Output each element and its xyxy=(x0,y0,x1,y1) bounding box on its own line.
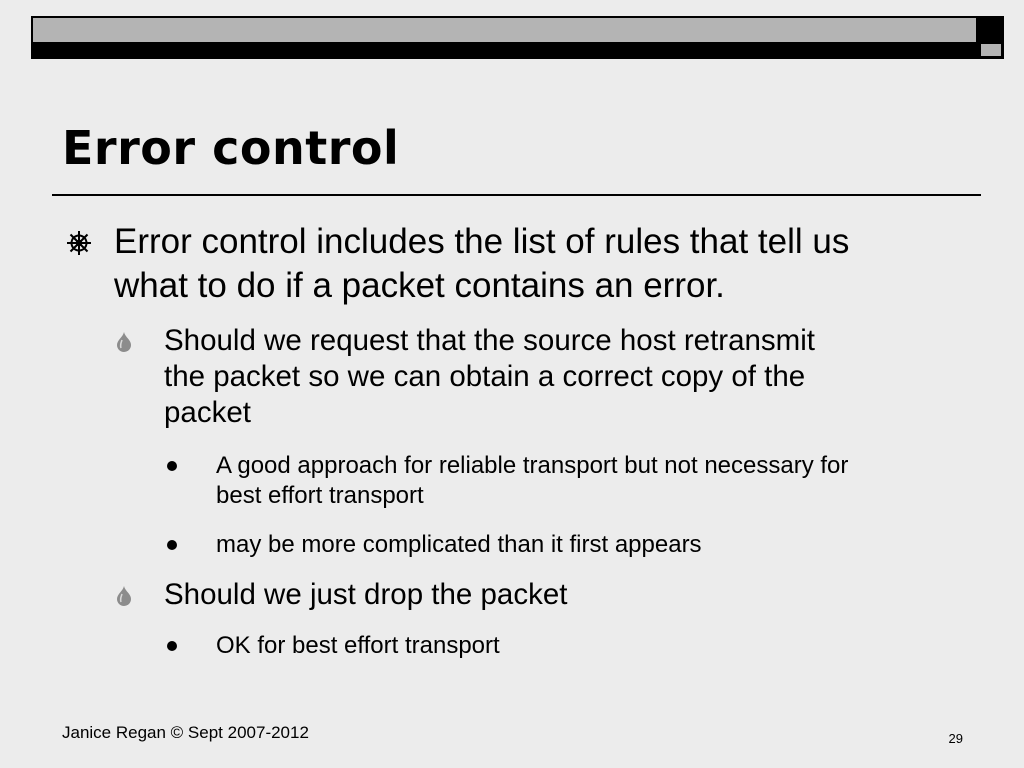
title-divider xyxy=(52,194,981,196)
bullet-sub-1a-line: best effort transport xyxy=(216,482,424,509)
bullet-main-line: Error control includes the list of rules that tell us xyxy=(114,222,850,261)
bullet-sub-2a: OK for best effort transport xyxy=(216,632,500,659)
bullet-sub-1a-line: A good approach for reliable transport but not necessary for xyxy=(216,452,849,479)
dot-bullet xyxy=(167,540,177,550)
bullet-sub-2: Should we just drop the packet xyxy=(164,578,568,611)
bullet-sub-1 xyxy=(164,323,815,431)
header-banner-black-bar xyxy=(31,42,1004,59)
dot-bullet xyxy=(167,641,177,651)
footer-author: Janice Regan © Sept 2007-2012 xyxy=(62,723,309,742)
header-banner-gray-bar xyxy=(31,16,978,42)
bullet-sub-1b: may be more complicated than it first appears xyxy=(216,531,702,558)
ship-wheel-icon xyxy=(66,230,92,256)
bullet-main xyxy=(114,220,849,308)
flame-icon xyxy=(116,585,132,607)
bullet-sub-1-line: packet xyxy=(164,396,251,429)
slide-title: Error control xyxy=(62,121,400,175)
bullet-main-line: what to do if a packet contains an error. xyxy=(114,266,725,305)
header-corner-square xyxy=(978,16,1004,42)
page-number: 29 xyxy=(948,731,963,746)
bullet-sub-1-line: Should we request that the source host retransmit xyxy=(164,324,815,357)
bullet-sub-1a xyxy=(216,451,848,511)
bullet-sub-1-line: the packet so we can obtain a correct copy of the xyxy=(164,360,806,393)
flame-icon xyxy=(116,331,132,353)
header-corner-inset xyxy=(981,44,1001,56)
dot-bullet xyxy=(167,461,177,471)
